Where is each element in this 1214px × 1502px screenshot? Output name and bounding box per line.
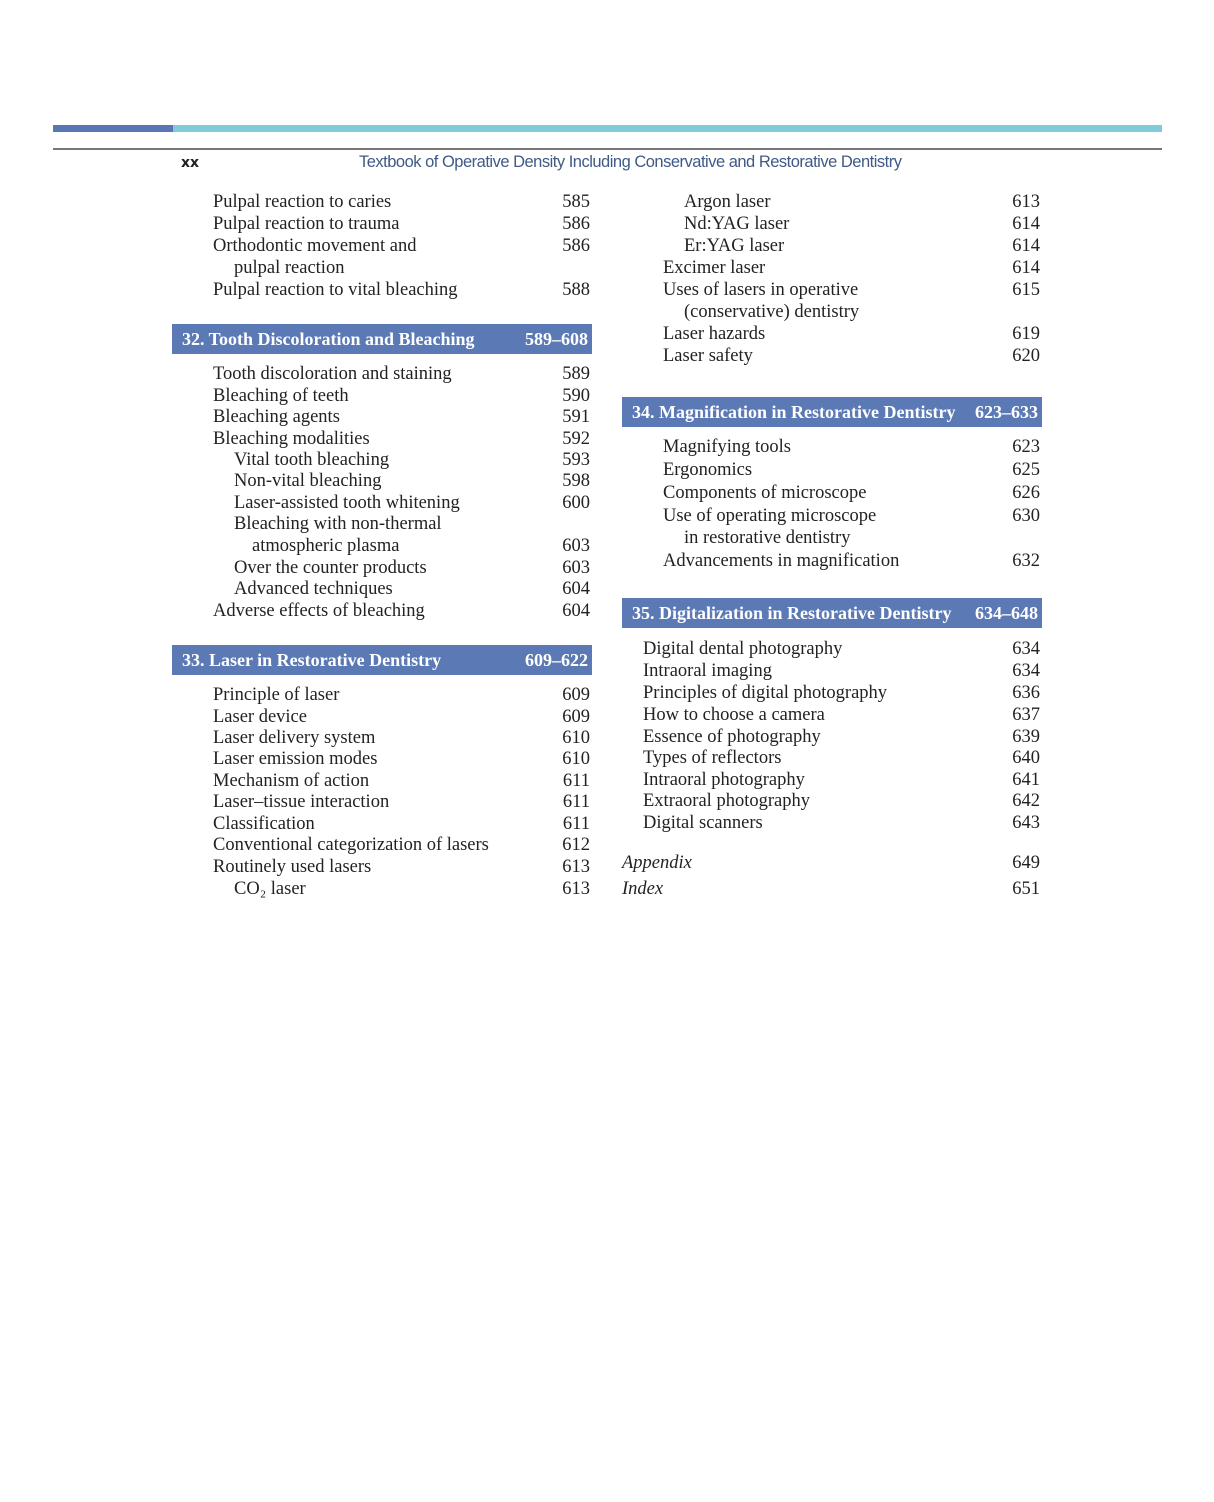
toc-entry[interactable] bbox=[643, 704, 1040, 726]
backmatter-entry[interactable] bbox=[622, 878, 1040, 900]
entry-page: 609 bbox=[562, 685, 590, 705]
entry-page: 619 bbox=[1012, 324, 1040, 344]
toc-entry[interactable] bbox=[643, 790, 1040, 812]
entry-page: 634 bbox=[1012, 661, 1040, 681]
chapter-page-range: 634–648 bbox=[975, 603, 1038, 623]
entry-title: Essence of photography bbox=[643, 727, 821, 747]
entry-page: 625 bbox=[1012, 460, 1040, 480]
entry-page: 612 bbox=[562, 835, 590, 855]
toc-entry[interactable] bbox=[643, 812, 1040, 834]
toc-entry[interactable] bbox=[213, 279, 590, 301]
entry-title: Ergonomics bbox=[663, 460, 753, 480]
toc-entry[interactable] bbox=[213, 748, 590, 770]
entry-title: Laser-assisted tooth whitening bbox=[234, 493, 460, 513]
entry-page: 611 bbox=[562, 792, 590, 812]
entry-title: Vital tooth bleaching bbox=[234, 450, 390, 470]
entry-page: 598 bbox=[562, 471, 590, 491]
entry-title: (conservative) dentistry bbox=[684, 302, 860, 322]
chapter-heading[interactable] bbox=[622, 397, 1042, 427]
entry-title: Advanced techniques bbox=[234, 579, 393, 599]
entry-title: Excimer laser bbox=[663, 258, 766, 278]
entry-title: Non-vital bleaching bbox=[234, 471, 382, 491]
chapter-heading[interactable] bbox=[172, 645, 592, 675]
entry-page: 611 bbox=[562, 771, 590, 791]
entry-title: Classification bbox=[213, 814, 315, 834]
entry-page: 613 bbox=[562, 857, 590, 877]
entry-page: 614 bbox=[1012, 258, 1040, 278]
entry-title: Pulpal reaction to caries bbox=[213, 192, 392, 212]
entry-page: 639 bbox=[1012, 727, 1040, 747]
toc-entry[interactable] bbox=[213, 600, 590, 622]
entry-page: 604 bbox=[562, 601, 590, 621]
toc-entry[interactable] bbox=[663, 257, 1040, 279]
entry-page: 641 bbox=[1012, 770, 1040, 790]
toc-entry[interactable] bbox=[643, 682, 1040, 704]
entry-title: Digital dental photography bbox=[643, 639, 843, 659]
entry-title: Magnifying tools bbox=[663, 437, 791, 457]
header-accent-bar-dark bbox=[53, 125, 173, 132]
entry-title: Intraoral imaging bbox=[643, 661, 772, 681]
entry-page: 610 bbox=[562, 749, 590, 769]
entry-title: Laser safety bbox=[663, 346, 753, 366]
toc-entry[interactable] bbox=[213, 684, 590, 706]
entry-page: 591 bbox=[562, 407, 590, 427]
entry-title: Types of reflectors bbox=[643, 748, 782, 768]
entry-title: Principles of digital photography bbox=[643, 683, 888, 703]
entry-page: 613 bbox=[562, 879, 590, 899]
toc-entry[interactable] bbox=[234, 470, 590, 492]
entry-title: Over the counter products bbox=[234, 558, 427, 578]
backmatter-entry[interactable] bbox=[622, 852, 1040, 874]
toc-entry[interactable] bbox=[234, 557, 590, 579]
toc-entry[interactable] bbox=[213, 813, 590, 835]
toc-entry[interactable] bbox=[252, 535, 590, 557]
toc-entry[interactable] bbox=[663, 482, 1040, 504]
entry-page: 651 bbox=[1012, 879, 1040, 899]
entry-title: Orthodontic movement and bbox=[213, 236, 417, 256]
toc-entry[interactable] bbox=[234, 257, 590, 279]
toc-entry[interactable] bbox=[213, 856, 590, 878]
entry-page: 643 bbox=[1012, 813, 1040, 833]
entry-page: 649 bbox=[1012, 853, 1040, 873]
entry-page: 592 bbox=[562, 429, 590, 449]
toc-entry[interactable] bbox=[213, 406, 590, 428]
chapter-page-range: 589–608 bbox=[525, 329, 588, 349]
toc-entry[interactable] bbox=[213, 791, 590, 813]
toc-entry[interactable] bbox=[643, 660, 1040, 682]
entry-page: 637 bbox=[1012, 705, 1040, 725]
toc-entry[interactable] bbox=[234, 513, 590, 535]
entry-title: Laser emission modes bbox=[213, 749, 378, 769]
entry-title: Appendix bbox=[622, 853, 692, 873]
entry-title: Argon laser bbox=[684, 192, 771, 212]
entry-title: Principle of laser bbox=[213, 685, 340, 705]
entry-title: Er:YAG laser bbox=[684, 236, 785, 256]
entry-page: 585 bbox=[562, 192, 590, 212]
entry-title: Laser–tissue interaction bbox=[213, 792, 390, 812]
toc-entry[interactable] bbox=[213, 385, 590, 407]
entry-page: 623 bbox=[1012, 437, 1040, 457]
entry-page: 603 bbox=[562, 536, 590, 556]
entry-page: 611 bbox=[562, 814, 590, 834]
toc-entry[interactable] bbox=[213, 213, 590, 235]
entry-page: 615 bbox=[1012, 280, 1040, 300]
entry-page: 586 bbox=[562, 236, 590, 256]
entry-page: 620 bbox=[1012, 346, 1040, 366]
entry-title: Advancements in magnification bbox=[663, 551, 900, 571]
toc-entry[interactable] bbox=[643, 769, 1040, 791]
entry-title: Pulpal reaction to trauma bbox=[213, 214, 400, 234]
entry-title: Adverse effects of bleaching bbox=[213, 601, 425, 621]
toc-entry[interactable] bbox=[213, 727, 590, 749]
entry-page: 630 bbox=[1012, 506, 1040, 526]
entry-page: 609 bbox=[562, 707, 590, 727]
page-number: xx bbox=[181, 155, 200, 171]
entry-title: Use of operating microscope bbox=[663, 506, 877, 526]
entry-title: Laser delivery system bbox=[213, 728, 376, 748]
toc-entry[interactable] bbox=[663, 279, 1040, 301]
entry-title: CO₂ laser bbox=[234, 879, 306, 899]
entry-title: Bleaching agents bbox=[213, 407, 340, 427]
entry-title: Bleaching modalities bbox=[213, 429, 370, 449]
toc-entry[interactable] bbox=[663, 550, 1040, 572]
chapter-page-range: 609–622 bbox=[525, 650, 588, 670]
toc-entry[interactable] bbox=[663, 459, 1040, 481]
toc-entry[interactable] bbox=[643, 638, 1040, 660]
chapter-title: 32. Tooth Discoloration and Bleaching bbox=[182, 329, 475, 349]
entry-title: Laser hazards bbox=[663, 324, 766, 344]
entry-page: 589 bbox=[562, 364, 590, 384]
toc-entry[interactable] bbox=[213, 363, 590, 385]
chapter-heading[interactable] bbox=[622, 598, 1042, 628]
entry-page: 640 bbox=[1012, 748, 1040, 768]
entry-page: 604 bbox=[562, 579, 590, 599]
header-rule bbox=[53, 148, 1162, 150]
toc-entry[interactable] bbox=[663, 436, 1040, 458]
toc-entry[interactable] bbox=[663, 505, 1040, 527]
entry-title: Pulpal reaction to vital bleaching bbox=[213, 280, 458, 300]
toc-entry[interactable] bbox=[213, 191, 590, 213]
entry-page: 603 bbox=[562, 558, 590, 578]
entry-page: 626 bbox=[1012, 483, 1040, 503]
entry-title: Mechanism of action bbox=[213, 771, 370, 791]
entry-title: Index bbox=[622, 879, 664, 899]
entry-title: Laser device bbox=[213, 707, 307, 727]
entry-page: 600 bbox=[562, 493, 590, 513]
entry-title: Extraoral photography bbox=[643, 791, 810, 811]
entry-title: Bleaching with non-thermal bbox=[234, 514, 442, 534]
chapter-page-range: 623–633 bbox=[975, 402, 1038, 422]
toc-entry[interactable] bbox=[234, 492, 590, 514]
entry-page: 610 bbox=[562, 728, 590, 748]
chapter-title: 35. Digitalization in Restorative Dentistry bbox=[632, 603, 952, 623]
entry-title: Conventional categorization of lasers bbox=[213, 835, 489, 855]
toc-entry[interactable] bbox=[643, 747, 1040, 769]
toc-entry[interactable] bbox=[663, 323, 1040, 345]
chapter-title: 34. Magnification in Restorative Dentistry bbox=[632, 402, 956, 422]
toc-entry[interactable] bbox=[684, 235, 1040, 257]
chapter-heading[interactable] bbox=[172, 324, 592, 354]
toc-entry[interactable] bbox=[213, 706, 590, 728]
entry-page: 642 bbox=[1012, 791, 1040, 811]
toc-entry[interactable] bbox=[234, 578, 590, 600]
entry-title: Intraoral photography bbox=[643, 770, 805, 790]
entry-title: Components of microscope bbox=[663, 483, 867, 503]
toc-entry[interactable] bbox=[684, 213, 1040, 235]
running-title: Textbook of Operative Density Including Conservative and Restorative Dentistry bbox=[359, 153, 902, 171]
toc-entry[interactable] bbox=[663, 345, 1040, 367]
header-accent-bar-light bbox=[173, 125, 1162, 132]
chapter-title: 33. Laser in Restorative Dentistry bbox=[182, 650, 442, 670]
entry-page: 614 bbox=[1012, 214, 1040, 234]
entry-title: Digital scanners bbox=[643, 813, 763, 833]
toc-entry[interactable] bbox=[213, 235, 590, 257]
entry-title: pulpal reaction bbox=[234, 258, 345, 278]
entry-title: Nd:YAG laser bbox=[684, 214, 790, 234]
toc-entry[interactable] bbox=[684, 301, 1040, 323]
toc-entry[interactable] bbox=[213, 770, 590, 792]
entry-page: 586 bbox=[562, 214, 590, 234]
entry-title: How to choose a camera bbox=[643, 705, 825, 725]
toc-entry[interactable] bbox=[213, 834, 590, 856]
entry-title: Tooth discoloration and staining bbox=[213, 364, 452, 384]
toc-entry[interactable] bbox=[643, 726, 1040, 748]
toc-entry[interactable] bbox=[684, 527, 1040, 549]
entry-title: Bleaching of teeth bbox=[213, 386, 349, 406]
entry-page: 614 bbox=[1012, 236, 1040, 256]
entry-page: 588 bbox=[562, 280, 590, 300]
entry-page: 613 bbox=[1012, 192, 1040, 212]
entry-title: Uses of lasers in operative bbox=[663, 280, 859, 300]
entry-page: 634 bbox=[1012, 639, 1040, 659]
entry-page: 593 bbox=[562, 450, 590, 470]
entry-page: 590 bbox=[562, 386, 590, 406]
entry-page: 632 bbox=[1012, 551, 1040, 571]
entry-title: in restorative dentistry bbox=[684, 528, 851, 548]
entry-page: 636 bbox=[1012, 683, 1040, 703]
toc-entry[interactable] bbox=[234, 878, 590, 900]
entry-title: Routinely used lasers bbox=[213, 857, 372, 877]
toc-entry[interactable] bbox=[213, 428, 590, 450]
toc-entry[interactable] bbox=[684, 191, 1040, 213]
entry-title: atmospheric plasma bbox=[252, 536, 400, 556]
toc-entry[interactable] bbox=[234, 449, 590, 471]
